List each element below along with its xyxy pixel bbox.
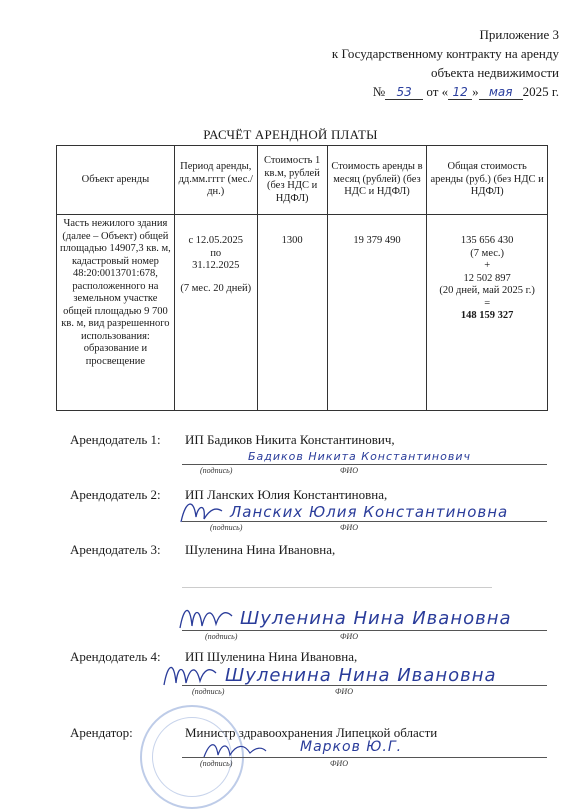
signature-caption: (подпись) — [200, 759, 233, 768]
signature-line — [182, 685, 547, 686]
fio-caption: ФИО — [335, 687, 353, 696]
party-label: Арендодатель 2: — [70, 487, 161, 502]
fio-caption: ФИО — [340, 523, 358, 532]
contract-date-line: № 53 от « 12 » мая 2025 г. — [372, 84, 559, 99]
cell-price-per-m2: 1300 — [257, 215, 327, 411]
cell-monthly: 19 379 490 — [327, 215, 427, 411]
party-name: Министр здравоохранения Липецкой области — [185, 725, 438, 740]
cell-total: 135 656 430 (7 мес.) + 12 502 897 (20 дней, май 2025 г.) = 148 159 327 — [427, 215, 548, 411]
signature-text: Шуленина Нина Ивановна — [240, 608, 512, 629]
cell-object: Часть нежилого здания (далее – Объект) общей площадью 14907,3 кв. м, кадастровый номер 48:20:0013701:678, расположенного на земельном участке общей площадью 9 700 кв. м, вид разрешенного использования: образование и просвещение — [57, 215, 175, 411]
contract-month: мая — [479, 85, 523, 100]
page-title: РАСЧЁТ АРЕНДНОЙ ПЛАТЫ — [203, 127, 378, 142]
signature-line — [182, 630, 547, 631]
signature-caption: (подпись) — [192, 687, 225, 696]
grand-total: 148 159 327 — [460, 310, 514, 321]
signature-caption: (подпись) — [210, 523, 243, 532]
party-name: ИП Шуленина Нина Ивановна, — [185, 649, 358, 664]
header-period: Период аренды, дд.мм.гггг (мес./дн.) — [174, 146, 257, 215]
signature-scribble — [176, 600, 236, 634]
contract-day: 12 — [448, 85, 472, 100]
header-price-per-m2: Стоимость 1 кв.м, рублей (без НДС и НДФЛ) — [257, 146, 327, 215]
party-name: Шуленина Нина Ивановна, — [185, 542, 336, 557]
fio-caption: ФИО — [340, 632, 358, 641]
table-header-row — [57, 146, 548, 215]
contract-number: 53 — [385, 85, 423, 100]
cell-period: с 12.05.2025 по 31.12.2025 (7 мес. 20 дней) — [174, 215, 257, 411]
party-label: Арендодатель 4: — [70, 649, 161, 664]
signature-line — [182, 757, 547, 758]
table-row — [57, 215, 548, 411]
rent-calculation-table — [56, 145, 548, 411]
party-label: Арендодатель 1: — [70, 432, 161, 447]
party-label: Арендатор: — [70, 725, 133, 740]
party-name: ИП Ланских Юлия Константиновна, — [185, 487, 388, 502]
signature-caption: (подпись) — [205, 632, 238, 641]
appendix-number: Приложение 3 — [479, 27, 559, 42]
appendix-header — [332, 25, 559, 101]
signature-text: Шуленина Нина Ивановна — [225, 665, 497, 686]
signature-line — [182, 521, 547, 522]
header-monthly: Стоимость аренды в месяц (рублей) (без НДС и НДФЛ) — [327, 146, 427, 215]
signature-text: Бадиков Никита Константинович — [248, 450, 471, 463]
fio-caption: ФИО — [340, 466, 358, 475]
faded-line — [182, 587, 492, 588]
contract-object: объекта недвижимости — [431, 65, 559, 80]
signature-line — [182, 464, 547, 465]
signature-text: Ланских Юлия Константиновна — [230, 503, 509, 521]
contract-reference: к Государственному контракту на аренду — [331, 46, 559, 61]
party-label: Арендодатель 3: — [70, 542, 161, 557]
signature-text: Марков Ю.Г. — [300, 739, 403, 755]
header-object: Объект аренды — [57, 146, 175, 215]
fio-caption: ФИО — [330, 759, 348, 768]
header-total: Общая стоимость аренды (руб.) (без НДС и НДФЛ) — [427, 146, 548, 215]
signature-caption: (подпись) — [200, 466, 233, 475]
party-name: ИП Бадиков Никита Константинович, — [185, 432, 395, 447]
